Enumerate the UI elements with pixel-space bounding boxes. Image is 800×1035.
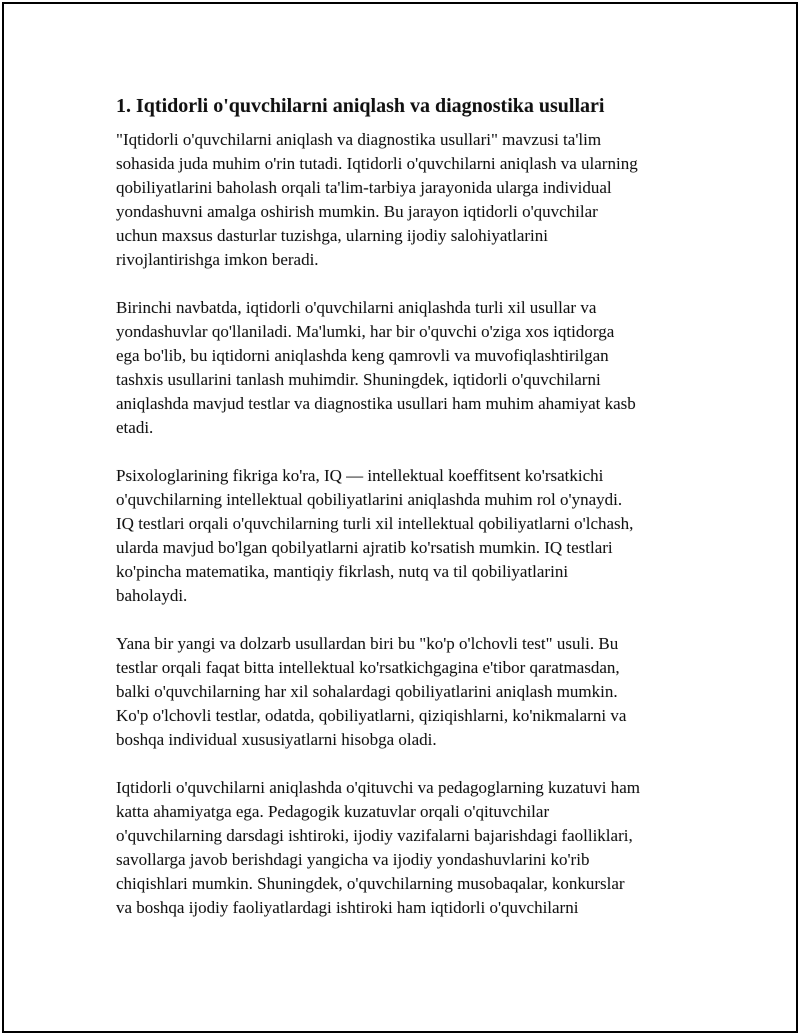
text-line: rivojlantirishga imkon beradi. (116, 250, 319, 269)
paragraph-4 (116, 632, 696, 752)
text-line: aniqlashda mavjud testlar va diagnostika usullari ham muhim ahamiyat kasb (116, 394, 636, 413)
text-line: Yana bir yangi va dolzarb usullardan biri bu "ko'p o'lchovli test" usuli. Bu (116, 634, 619, 653)
paragraph-2 (116, 296, 696, 440)
text-line: etadi. (116, 418, 154, 437)
text-line: baholaydi. (116, 586, 188, 605)
text-line: Iqtidorli o'quvchilarni aniqlashda o'qituvchi va pedagoglarning kuzatuvi ham (116, 778, 641, 797)
text-line: Birinchi navbatda, iqtidorli o'quvchilarni aniqlashda turli xil usullar va (116, 298, 597, 317)
text-line: boshqa individual xususiyatlarni hisobga oladi. (116, 730, 437, 749)
text-line: katta ahamiyatga ega. Pedagogik kuzatuvlar orqali o'qituvchilar (116, 802, 550, 821)
paragraph-1 (116, 128, 696, 272)
text-line: savollarga javob berishdagi yangicha va ijodiy yondashuvlarini ko'rib (116, 850, 590, 869)
text-line: Ko'p o'lchovli testlar, odatda, qobiliyatlarni, qiziqishlarni, ko'nikmalarni va (116, 706, 627, 725)
text-line: o'quvchilarning intellektual qobiliyatlarini aniqlashda muhim rol o'ynaydi. (116, 490, 623, 509)
text-line: qobiliyatlarini baholash orqali ta'lim-tarbiya jarayonida ularga individual (116, 178, 612, 197)
text-line: IQ testlari orqali o'quvchilarning turli xil intellektual qobiliyatlarni o'lchash, (116, 514, 634, 533)
document-body (116, 92, 696, 944)
text-line: ega bo'lib, bu iqtidorni aniqlashda keng qamrovli va muvofiqlashtirilgan (116, 346, 609, 365)
text-line: ularda mavjud bo'lgan qobilyatlarni ajratib ko'rsatish mumkin. IQ testlari (116, 538, 613, 557)
paragraph-5 (116, 776, 696, 920)
text-line: ko'pincha matematika, mantiqiy fikrlash, nutq va til qobiliyatlarini (116, 562, 569, 581)
text-line: sohasida juda muhim o'rin tutadi. Iqtidorli o'quvchilarni aniqlash va ularning (116, 154, 638, 173)
text-line: va boshqa ijodiy faoliyatlardagi ishtiroki ham iqtidorli o'quvchilarni (116, 898, 579, 917)
paragraph-3 (116, 464, 696, 608)
text-line: balki o'quvchilarning har xil sohalardagi qobiliyatlarini aniqlash mumkin. (116, 682, 618, 701)
section-heading: 1. Iqtidorli o'quvchilarni aniqlash va diagnostika usullari (116, 95, 605, 117)
text-line: uchun maxsus dasturlar tuzishga, ularning ijodiy salohiyatlarini (116, 226, 548, 245)
text-line: yondashuvni amalga oshirish mumkin. Bu jarayon iqtidorli o'quvchilar (116, 202, 598, 221)
text-line: o'quvchilarning darsdagi ishtiroki, ijodiy vazifalarni bajarishdagi faolliklari, (116, 826, 633, 845)
text-line: chiqishlari mumkin. Shuningdek, o'quvchilarning musobaqalar, konkurslar (116, 874, 625, 893)
text-line: yondashuvlar qo'llaniladi. Ma'lumki, har bir o'quvchi o'ziga xos iqtidorga (116, 322, 615, 341)
text-line: tashxis usullarini tanlash muhimdir. Shuningdek, iqtidorli o'quvchilarni (116, 370, 601, 389)
text-line: "Iqtidorli o'quvchilarni aniqlash va diagnostika usullari" mavzusi ta'lim (116, 130, 602, 149)
text-line: Psixologlarining fikriga ko'ra, IQ — intellektual koeffitsent ko'rsatkichi (116, 466, 604, 485)
text-line: testlar orqali faqat bitta intellektual ko'rsatkichgagina e'tibor qaratmasdan, (116, 658, 620, 677)
